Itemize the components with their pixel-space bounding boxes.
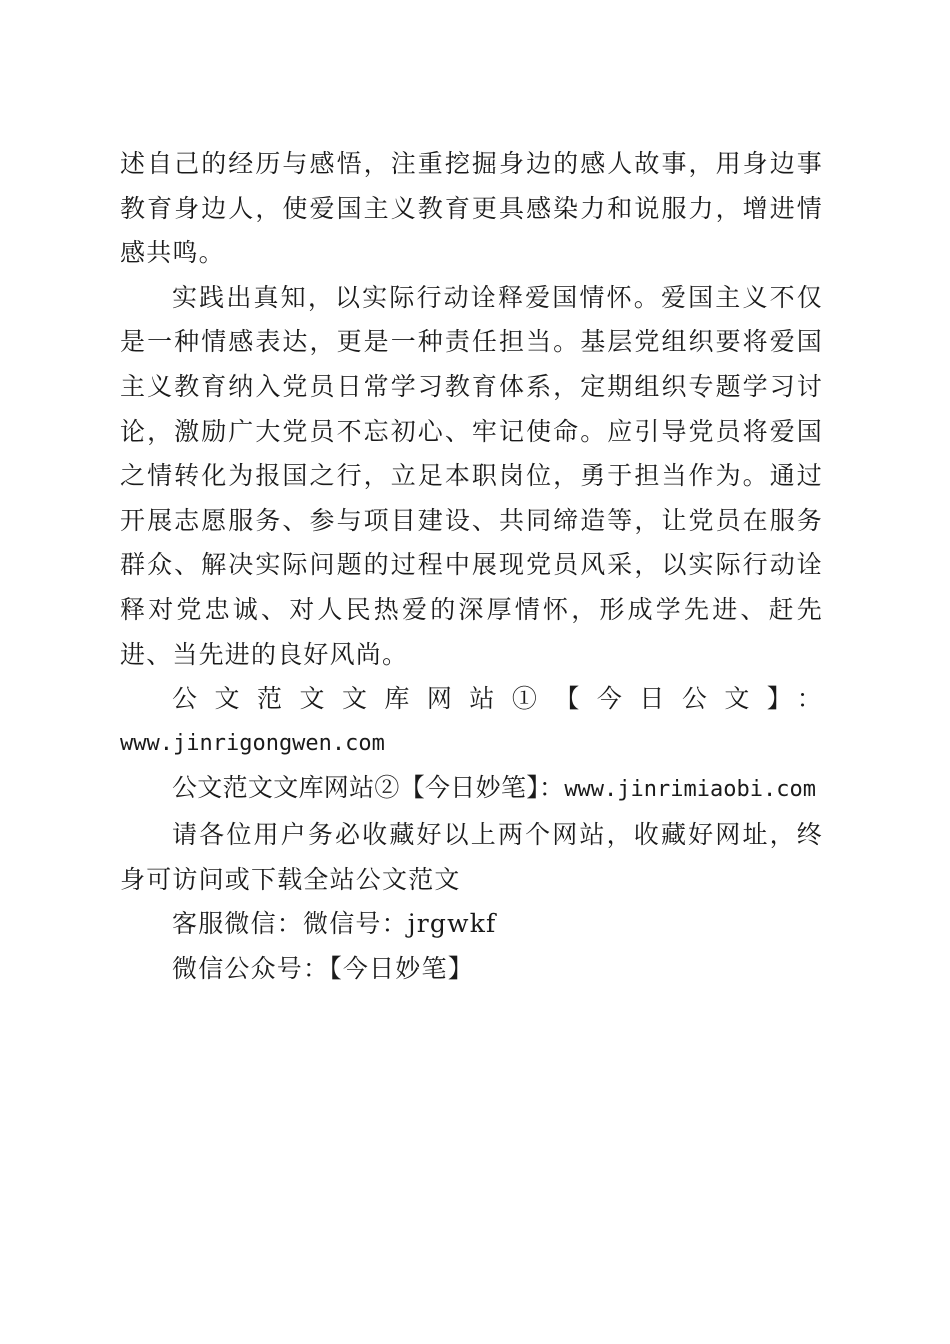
site2-line: [120, 766, 823, 813]
site2-url: www.jinrimiaobi.com: [564, 777, 816, 803]
site1-label: 公文范文文库网站①【今日公文】：: [172, 684, 823, 714]
paragraph-continued: 述自己的经历与感悟，注重挖掘身边的感人故事，用身边事教育身边人，使爱国主义教育更具感染力和说服力，增进情感共鸣。: [120, 149, 823, 268]
site1-url: www.jinrigongwen.com: [120, 730, 385, 756]
wechat-public: 微信公众号：【今日妙笔】: [172, 953, 474, 983]
notice-text: 请各位用户务必收藏好以上两个网站，收藏好网址，终身可访问或下载全站公文范文: [120, 819, 823, 894]
site2-label: 公文范文文库网站②【今日妙笔】：: [172, 773, 565, 803]
paragraph-practice: 实践出真知，以实际行动诠释爱国情怀。爱国主义不仅是一种情感表达，更是一种责任担当。基层党组织要将爱国主义教育纳入党员日常学习教育体系，定期组织专题学习讨论，激励广大党员不忘初心、牢记使命。应引导党员将爱国之情转化为报国之行，立足本职岗位，勇于担当作为。通过开展志愿服务、参与项目建设、共同缔造等，让党员在服务群众、解决实际问题的过程中展现党员风采，以实际行动诠释对党忠诚、对人民热爱的深厚情怀，形成学先进、赶先进、当先进的良好风尚。: [120, 282, 823, 669]
document-body: [120, 142, 823, 991]
wechat-service: 客服微信：微信号：jrgwkf: [172, 909, 497, 939]
